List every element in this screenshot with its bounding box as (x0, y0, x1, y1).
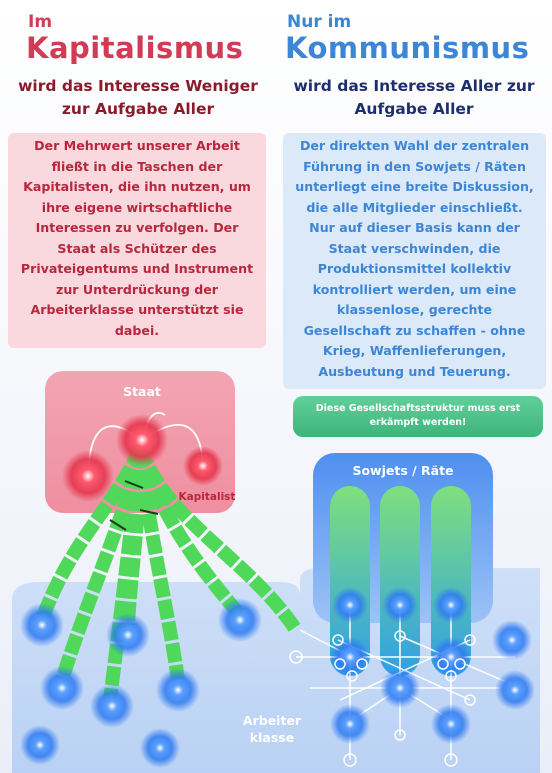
text-line: Arbeiterklasse unterstützt sie (30, 302, 244, 317)
worker-node (332, 587, 368, 623)
text-line: zur Unterdrückung der (56, 281, 218, 297)
worker-node (330, 704, 370, 744)
worker-node (431, 704, 471, 744)
text-line: Führung in den Sowjets / Räten (303, 158, 526, 174)
worker-node (90, 684, 134, 728)
text-line: Staat verschwinden, die (328, 240, 501, 256)
kapitalist-label: Kapitalist (178, 491, 236, 503)
arbeiterklasse-label-1: Arbeiter (242, 713, 302, 728)
text-line: Gesellschaft zu schaffen - ohne (303, 322, 526, 338)
text-line: Staat als Schützer des (57, 240, 217, 256)
text-line: Kapitalisten, die ihn nutzen, um (23, 179, 251, 194)
worker-node (40, 666, 84, 710)
text-line: Der direkten Wahl der zentralen (299, 138, 530, 153)
text-line: Produktionsmittel kollektiv (317, 261, 512, 276)
worker-node (140, 728, 180, 768)
text-line: dabei. (114, 322, 160, 338)
staat-node (116, 414, 168, 466)
text-line: Privateigentums und Instrument (20, 261, 254, 276)
sowjets-label: Sowjets / Räte (352, 463, 454, 478)
kapitalist-node (62, 450, 114, 502)
text-line: klassenlose, gerechte (336, 302, 493, 317)
staat-label: Staat (123, 384, 161, 399)
worker-node (495, 670, 535, 710)
arbeiterklasse-label-2: klasse (249, 730, 295, 745)
text-line: kontrolliert werden, um eine (312, 281, 517, 297)
worker-node (492, 620, 532, 660)
right-title: Kommunismus (285, 31, 530, 65)
worker-node (382, 587, 418, 623)
worker-node (218, 598, 262, 642)
right-subtitle-2: Aufgabe Aller (354, 100, 474, 118)
worker-node (20, 603, 64, 647)
worker-node (156, 668, 200, 712)
text-line: Krieg, Waffenlieferungen, (322, 343, 507, 358)
left-subtitle-1: wird das Interesse Weniger (18, 77, 258, 95)
struggle-note (293, 396, 543, 437)
worker-node (380, 668, 420, 708)
text-line: Nur auf dieser Basis kann der (309, 220, 520, 235)
kapitalist-node (183, 446, 223, 486)
worker-node (433, 587, 469, 623)
text-line: unterliegt eine breite Diskussion, (295, 179, 534, 194)
text-line: die alle Mitglieder einschließt. (306, 199, 523, 215)
note-line: Diese Gesellschaftsstruktur muss erst (315, 403, 521, 414)
worker-node (20, 725, 60, 765)
text-line: fließt in die Taschen der (51, 158, 223, 174)
left-subtitle-2: zur Aufgabe Aller (61, 100, 215, 118)
left-pre-title: Im (28, 12, 53, 32)
right-pre-title: Nur im (287, 12, 352, 32)
worker-node (106, 613, 150, 657)
note-line: erkämpft werden! (369, 417, 467, 428)
text-line: Ausbeutung und Teuerung. (318, 363, 511, 379)
text-line: Der Mehrwert unserer Arbeit (34, 138, 240, 153)
text-line: ihre eigene wirtschaftliche (41, 199, 233, 215)
left-title: Kapitalismus (26, 31, 244, 65)
text-line: Interessen zu verfolgen. Der (35, 220, 239, 235)
right-subtitle-1: wird das Interesse Aller zur (293, 77, 535, 95)
